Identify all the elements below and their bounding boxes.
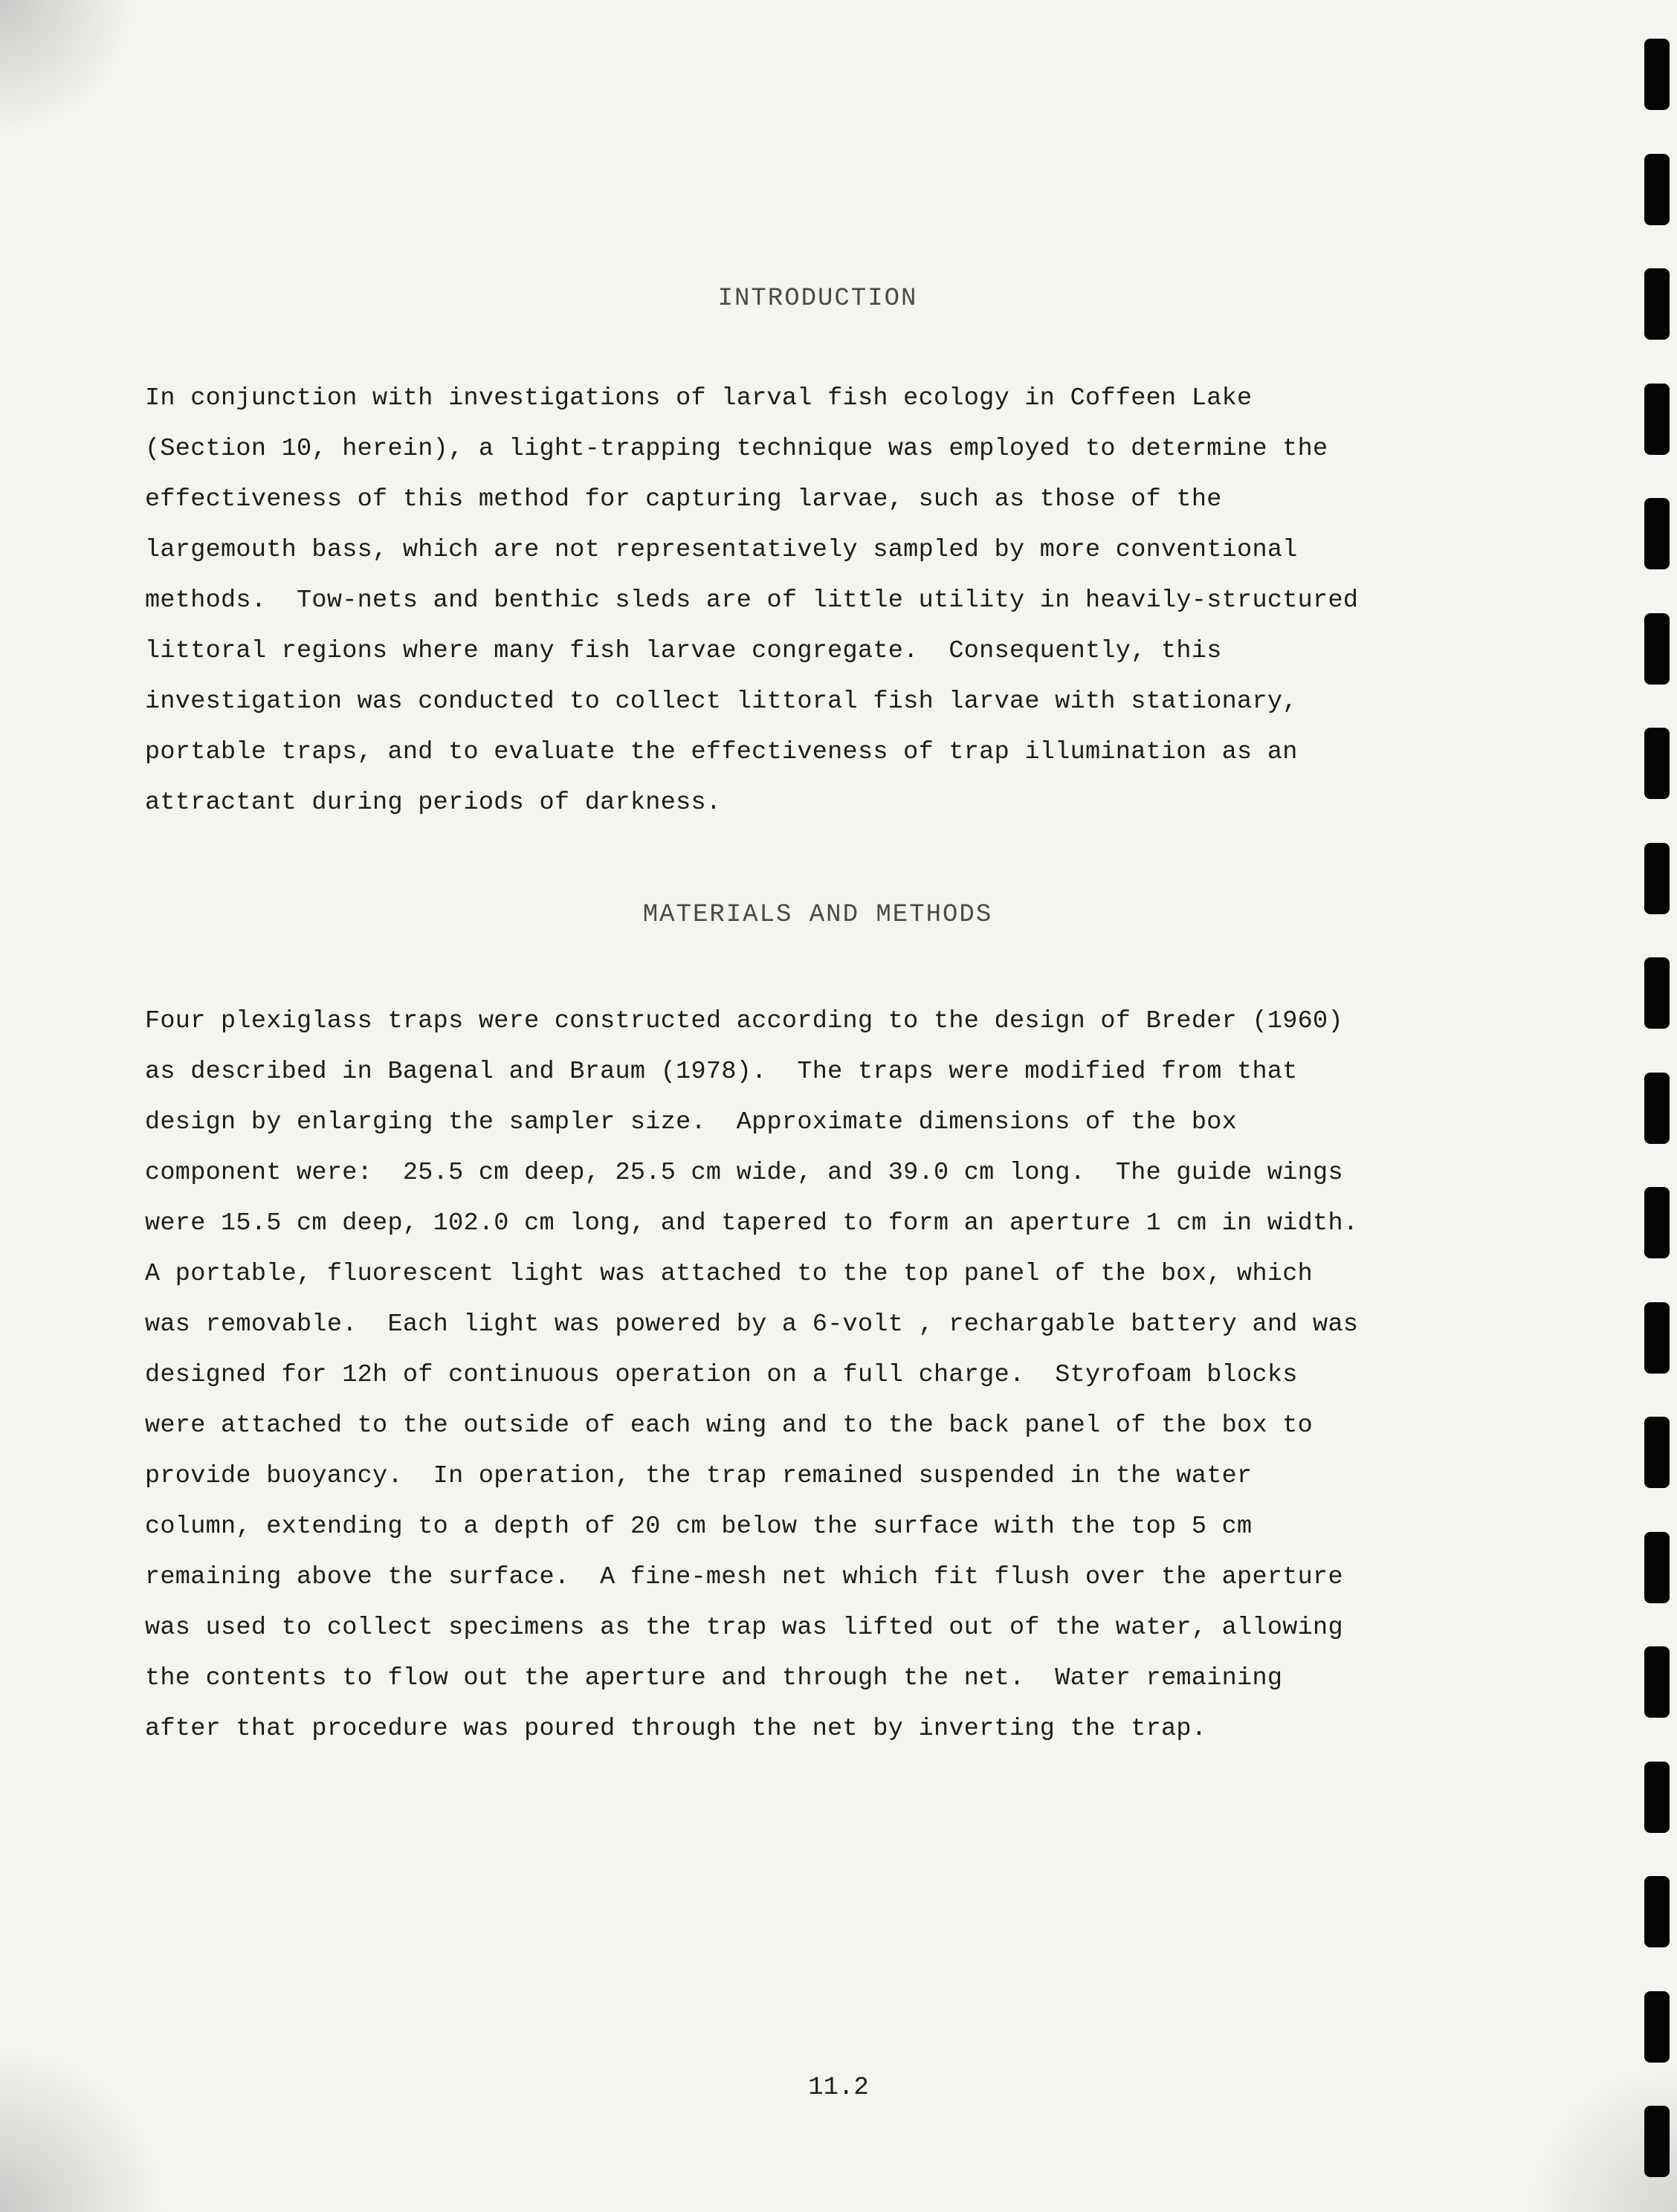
materials-methods-paragraph [145, 996, 1520, 1754]
binder-hole [1644, 1073, 1670, 1144]
text-line: were attached to the outside of each wing and to the back panel of the box to [145, 1411, 1314, 1440]
text-line: component were: 25.5 cm deep, 25.5 cm wide, and 39.0 cm long. The guide wings [145, 1159, 1343, 1187]
text-line: investigation was conducted to collect littoral fish larvae with stationary, [145, 688, 1298, 716]
binder-hole [1644, 843, 1670, 914]
text-line: as described in Bagenal and Braum (1978). The traps were modified from that [145, 1058, 1298, 1086]
text-line: was removable. Each light was powered by a 6-volt , rechargable battery and was [145, 1310, 1359, 1339]
binder-hole [1644, 728, 1670, 799]
text-line: In conjunction with investigations of larval fish ecology in Coffeen Lake [145, 384, 1253, 413]
text-line: designed for 12h of continuous operation on a full charge. Styrofoam blocks [145, 1361, 1298, 1389]
text-line: effectiveness of this method for capturing larvae, such as those of the [145, 485, 1222, 514]
binder-hole [1644, 1991, 1670, 2063]
binder-hole [1644, 498, 1670, 569]
binder-hole [1644, 1762, 1670, 1833]
binder-hole [1644, 1646, 1670, 1718]
materials-methods-heading: MATERIALS AND METHODS [642, 901, 993, 929]
binder-hole [1644, 384, 1670, 455]
text-line: attractant during periods of darkness. [145, 789, 722, 817]
text-line: remaining above the surface. A fine-mesh net which fit flush over the aperture [145, 1563, 1343, 1591]
binder-hole [1644, 1187, 1670, 1258]
text-line: littoral regions where many fish larvae congregate. Consequently, this [145, 637, 1222, 665]
text-line: design by enlarging the sampler size. Approximate dimensions of the box [145, 1108, 1238, 1136]
text-line: portable traps, and to evaluate the effectiveness of trap illumination as an [145, 738, 1298, 766]
binder-hole [1644, 1417, 1670, 1488]
text-line: were 15.5 cm deep, 102.0 cm long, and tapered to form an aperture 1 cm in width. [145, 1209, 1359, 1238]
binder-hole [1644, 154, 1670, 225]
binder-hole [1644, 39, 1670, 110]
binder-hole [1644, 268, 1670, 340]
text-line: provide buoyancy. In operation, the trap remained suspended in the water [145, 1462, 1253, 1490]
text-line: A portable, fluorescent light was attached to the top panel of the box, which [145, 1260, 1314, 1288]
text-line: Four plexiglass traps were constructed according to the design of Breder (1960) [145, 1007, 1343, 1035]
text-line: the contents to flow out the aperture and through the net. Water remaining [145, 1664, 1283, 1692]
introduction-heading: INTRODUCTION [717, 285, 918, 313]
binder-hole [1644, 2106, 1670, 2177]
binder-hole [1644, 613, 1670, 685]
text-line: methods. Tow-nets and benthic sleds are of little utility in heavily-structured [145, 586, 1359, 615]
text-line: (Section 10, herein), a light-trapping technique was employed to determine the [145, 435, 1328, 463]
text-line: largemouth bass, which are not representatively sampled by more conventional [145, 536, 1298, 564]
binder-hole [1644, 957, 1670, 1029]
binder-hole [1644, 1302, 1670, 1374]
text-line: was used to collect specimens as the trap was lifted out of the water, allowing [145, 1614, 1343, 1642]
binder-hole [1644, 1532, 1670, 1603]
text-line: after that procedure was poured through the net by inverting the trap. [145, 1715, 1207, 1743]
page-number: 11.2 [808, 2074, 869, 2102]
text-line: column, extending to a depth of 20 cm below the surface with the top 5 cm [145, 1513, 1253, 1541]
introduction-paragraph [145, 373, 1520, 828]
binder-hole [1644, 1876, 1670, 1947]
binder-holes [1618, 0, 1677, 2212]
